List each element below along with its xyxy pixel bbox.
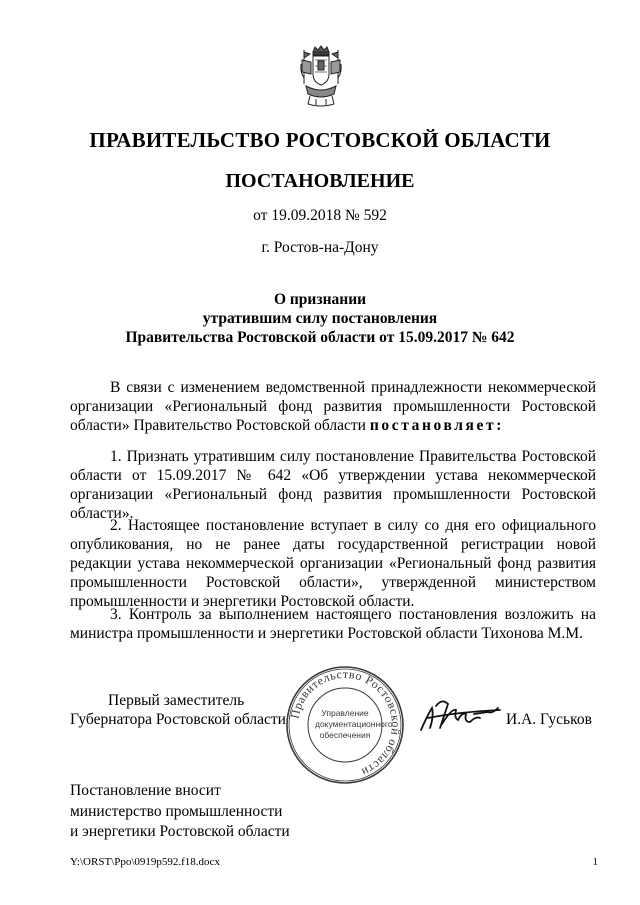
item-1: 1. Признать утратившим силу постановление Правительства Ростовской области от 15.09.2017 № 642 «Об утверждении устава некоммерческой организации «Региональный фонд развития промышленности Ростовской области».	[70, 448, 596, 522]
government-title: ПРАВИТЕЛЬСТВО РОСТОВСКОЙ ОБЛАСТИ	[89, 128, 551, 152]
signature-scribble	[418, 694, 502, 736]
position-line: Губернатора Ростовской области	[70, 711, 286, 728]
official-stamp	[284, 664, 406, 786]
preamble-text: В связи с изменением ведомственной принадлежности некоммерческой организации «Региональный фонд развития промышленности Ростовской области» Правительство Ростовской области	[70, 379, 596, 434]
submitter-line: министерство промышленности	[70, 802, 283, 820]
stamp-ring-text: Правительство Ростовской области	[287, 666, 404, 780]
coat-of-arms	[296, 44, 346, 108]
submitter-block	[70, 781, 370, 843]
preamble-emphasis: постановляет:	[369, 417, 504, 434]
document-type: ПОСТАНОВЛЕНИЕ	[225, 170, 415, 192]
handwritten-signature	[418, 694, 502, 736]
city: г. Ростов-на-Дону	[261, 239, 379, 256]
date-number: от 19.09.2018 № 592	[253, 207, 387, 224]
coat-of-arms-icon	[296, 44, 346, 108]
file-path: Y:\ORST\Ppo\0919p592.f18.docx	[70, 856, 220, 868]
document-subject	[0, 290, 640, 347]
signatory-name: И.А. Гуськов	[506, 711, 592, 728]
signatory-position	[70, 691, 300, 729]
preamble-paragraph	[70, 378, 596, 435]
position-line: Первый заместитель	[108, 692, 245, 709]
subject-line: Правительства Ростовской области от 15.09.2017 № 642	[125, 329, 515, 346]
subject-line: утратившим силу постановления	[202, 310, 438, 327]
page-number: 1	[592, 856, 598, 868]
submitter-line: и энергетики Ростовской области	[70, 823, 290, 840]
subject-line: О признании	[273, 291, 367, 308]
stamp-inner-text: Управление документационного обеспечения	[315, 708, 393, 740]
item-3: 3. Контроль за выполнением настоящего постановления возложить на министра промышленности и энергетики Ростовской области Тихонова М.М.	[70, 606, 596, 642]
submitter-line: Постановление вносит	[70, 782, 221, 799]
item-2: 2. Настоящее постановление вступает в силу со дня его официального опубликования, но не ранее даты государственной регистрации новой редакции устава некоммерческой организации «Региональный фонд развития промышленности Ростовской области», утвержденной министерством промышленности и энергетики Ростовской области.	[70, 517, 596, 610]
